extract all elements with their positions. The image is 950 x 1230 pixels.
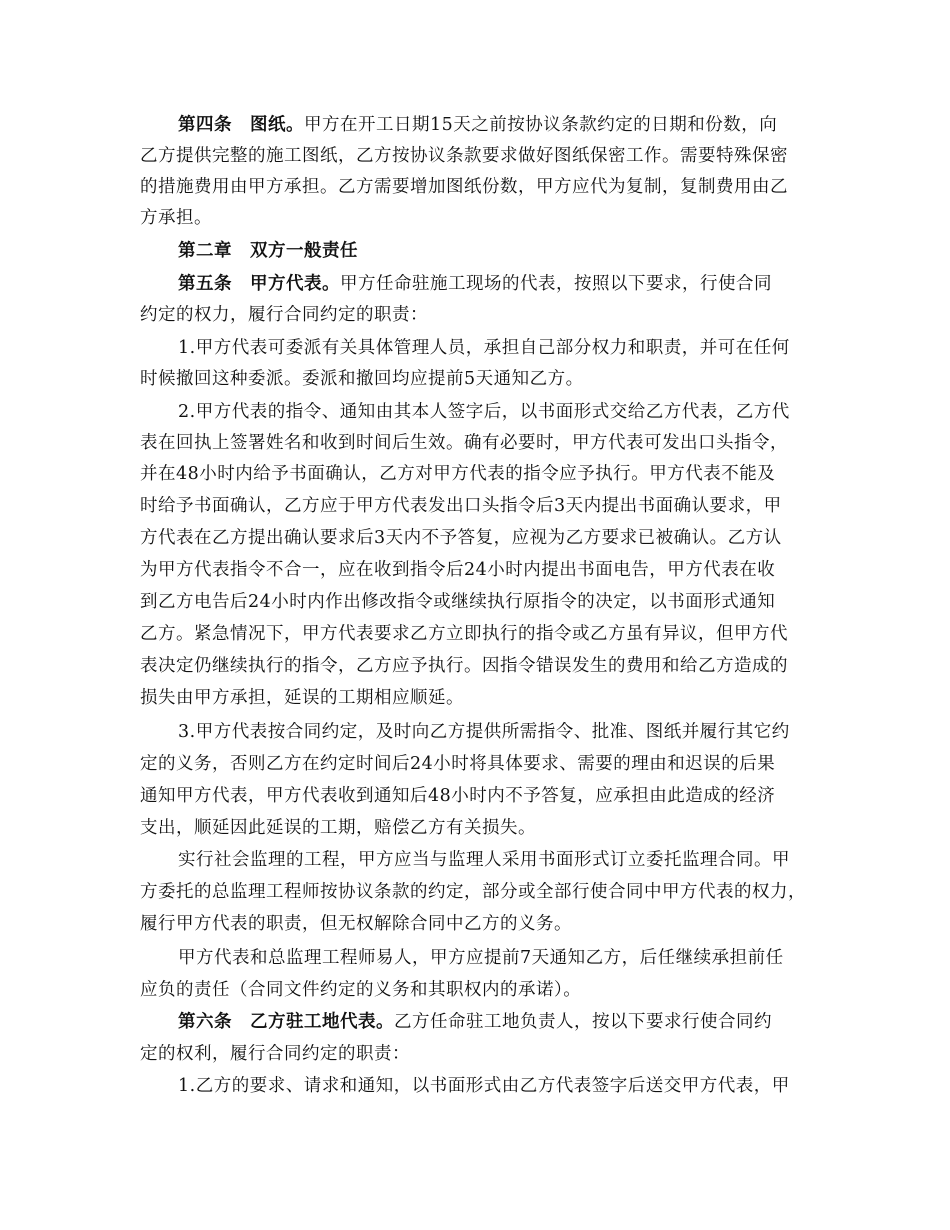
article4-line-3: 的措施费用由甲方承担。乙方需要增加图纸份数，甲方应代为复制，复制费用由乙	[140, 177, 788, 197]
article5-item2-line-9: 表决定仍继续执行的指令，乙方应予执行。因指令错误发生的费用和给乙方造成的	[140, 656, 788, 676]
article6-intro-line-2: 定的权利，履行合同约定的职责：	[140, 1044, 410, 1064]
article5-line-1	[178, 272, 772, 296]
article5-item2-line-8: 乙方。紧急情况下，甲方代表要求乙方立即执行的指令或乙方虽有异议，但甲方代	[140, 624, 788, 644]
article6-intro-text: 乙方任命驻工地负责人，按以下要求行使合同约	[394, 1012, 772, 1032]
article4-line-4: 方承担。	[140, 208, 212, 228]
article5-item2-line-7: 到乙方电告后24小时内作出修改指令或继续执行原指令的决定，以书面形式通知	[140, 592, 776, 612]
article5-intro-line-2: 约定的权力，履行合同约定的职责：	[140, 305, 428, 325]
article5-item2-line-4: 时给予书面确认，乙方应于甲方代表发出口头指令后3天内提出书面确认要求，甲	[140, 496, 782, 516]
article5-item3-line-3: 通知甲方代表，甲方代表收到通知后48小时内不予答复，应承担由此造成的经济	[140, 786, 776, 806]
article5-item2-line-10: 损失由甲方承担，延误的工期相应顺延。	[140, 688, 464, 708]
article4-line-1	[178, 113, 777, 137]
article5-item1-line-1: 1.甲方代表可委派有关具体管理人员，承担自己部分权力和职责，并可在任何	[178, 338, 790, 358]
supervision-para-line-2: 方委托的总监理工程师按协议条款的约定，部分或全部行使合同中甲方代表的权力，	[140, 882, 806, 902]
article4-heading: 第四条 图纸。	[178, 115, 304, 135]
article5-item2-line-2: 表在回执上签署姓名和收到时间后生效。确有必要时，甲方代表可发出口头指令，	[140, 433, 788, 453]
supervision-para-line-3: 履行甲方代表的职责，但无权解除合同中乙方的义务。	[140, 914, 572, 934]
article4-line-2: 乙方提供完整的施工图纸，乙方按协议条款要求做好图纸保密工作。需要特殊保密	[140, 146, 788, 166]
article4-text: 甲方在开工日期15天之前按协议条款约定的日期和份数，向	[304, 115, 778, 135]
article5-item2-line-6: 为甲方代表指令不合一，应在收到指令后24小时内提出书面电告，甲方代表在收	[140, 560, 776, 580]
article6-line-1	[178, 1010, 772, 1034]
article5-intro-text: 甲方任命驻施工现场的代表，按照以下要求，行使合同	[340, 274, 772, 294]
supervision-para-line-1: 实行社会监理的工程，甲方应当与监理人采用书面形式订立委托监理合同。甲	[178, 850, 790, 870]
article5-item3-line-1: 3.甲方代表按合同约定，及时向乙方提供所需指令、批准、图纸并履行其它约	[178, 722, 790, 742]
article6-item1-line-1: 1.乙方的要求、请求和通知，以书面形式由乙方代表签字后送交甲方代表，甲	[178, 1076, 790, 1096]
article5-item3-line-4: 支出，顺延因此延误的工期，赔偿乙方有关损失。	[140, 818, 536, 838]
replacement-para-line-1: 甲方代表和总监理工程师易人，甲方应提前7天通知乙方，后任继续承担前任	[178, 948, 784, 968]
article5-heading: 第五条 甲方代表。	[178, 274, 340, 294]
chapter2-title: 第二章 双方一般责任	[178, 241, 358, 261]
article5-item3-line-2: 定的义务，否则乙方在约定时间后24小时将具体要求、需要的理由和迟误的后果	[140, 754, 776, 774]
article5-item2-line-1: 2.甲方代表的指令、通知由其本人签字后，以书面形式交给乙方代表，乙方代	[178, 402, 790, 422]
article5-item1-line-2: 时候撤回这种委派。委派和撤回均应提前5天通知乙方。	[140, 369, 584, 389]
replacement-para-line-2: 应负的责任（合同文件约定的义务和其职权内的承诺）。	[140, 980, 582, 1000]
article5-item2-line-5: 方代表在乙方提出确认要求后3天内不予答复，应视为乙方要求已被确认。乙方认	[140, 528, 782, 548]
article6-heading: 第六条 乙方驻工地代表。	[178, 1012, 394, 1032]
article5-item2-line-3: 并在48小时内给予书面确认，乙方对甲方代表的指令应予执行。甲方代表不能及	[140, 464, 776, 484]
